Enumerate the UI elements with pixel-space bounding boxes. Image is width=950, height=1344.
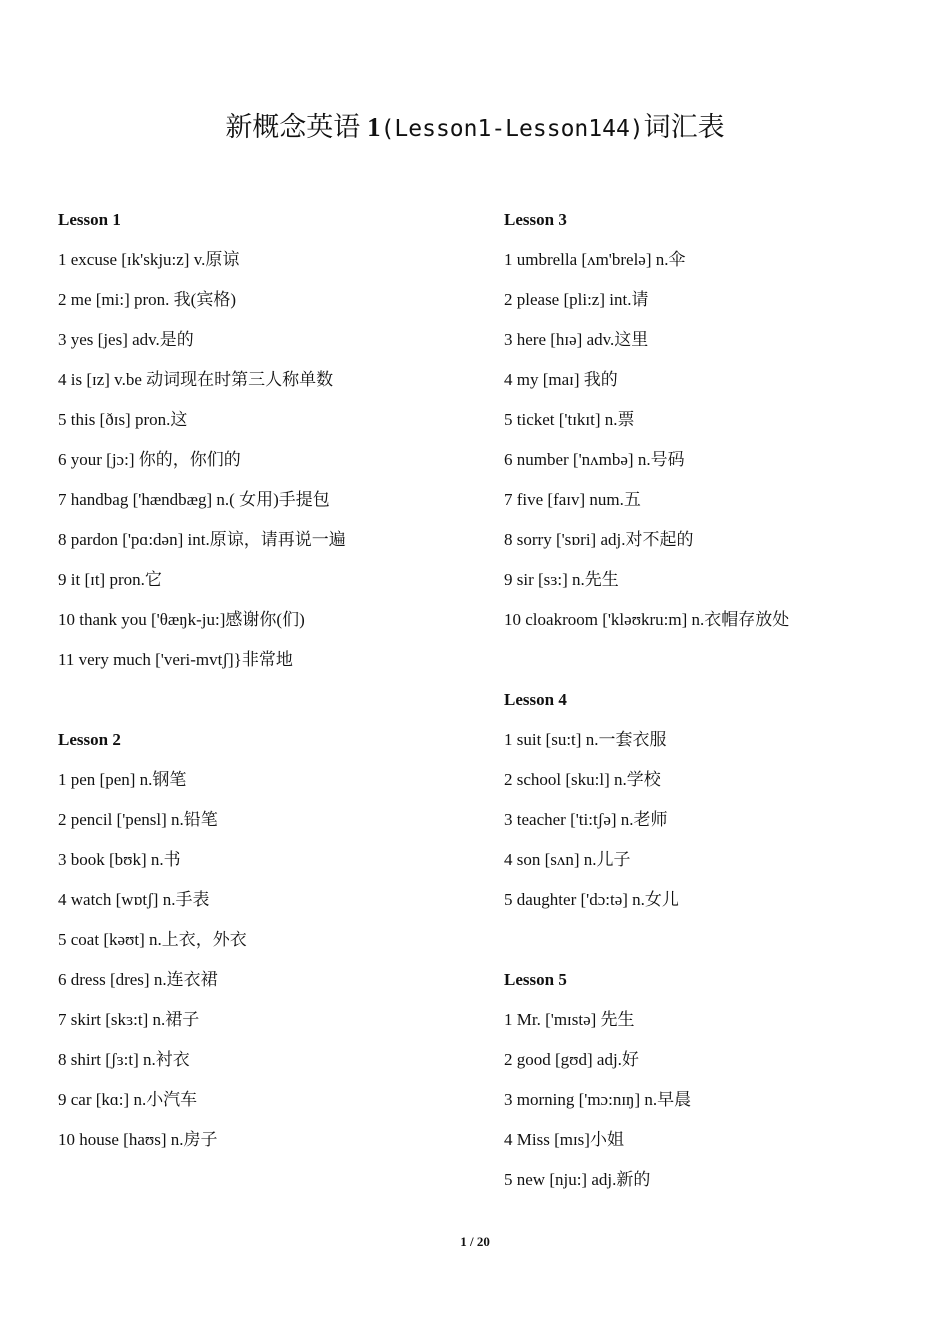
vocab-entry: 1 excuse [ɪk'skju:z] v.原谅 <box>58 250 240 269</box>
document-title <box>0 108 950 148</box>
vocab-entry: 3 yes [jes] adv.是的 <box>58 330 194 349</box>
vocab-entry: 3 book [bʊk] n.书 <box>58 850 181 869</box>
lesson-heading: Lesson 4 <box>504 690 567 709</box>
lesson-section <box>504 960 934 1200</box>
page-current: 1 <box>460 1234 467 1249</box>
vocab-entry: 10 thank you ['θæŋk-ju:]感谢你(们) <box>58 610 305 629</box>
vocab-entry: 3 morning ['mɔ:nɪŋ] n.早晨 <box>504 1090 692 1109</box>
lesson-heading: Lesson 1 <box>58 210 121 229</box>
page-number <box>0 1232 950 1252</box>
lesson-heading: Lesson 3 <box>504 210 567 229</box>
vocab-entry: 7 skirt [skɜ:t] n.裙子 <box>58 1010 200 1029</box>
vocab-entry: 6 your [jɔ:] 你的，你们的 <box>58 450 241 469</box>
vocab-entry: 1 pen [pen] n.钢笔 <box>58 770 187 789</box>
lesson-section <box>58 720 488 1160</box>
lesson-heading: Lesson 5 <box>504 970 567 989</box>
section-gap <box>504 640 934 680</box>
title-range: (Lesson1-Lesson144) <box>380 116 644 142</box>
vocab-entry: 4 watch [wɒtʃ] n.手表 <box>58 890 210 909</box>
vocab-entry: 2 me [mi:] pron. 我(宾格) <box>58 290 236 309</box>
vocab-entry: 8 pardon ['pɑ:dən] int.原谅，请再说一遍 <box>58 530 346 549</box>
vocab-entry: 1 Mr. ['mɪstə] 先生 <box>504 1010 635 1029</box>
vocab-entry: 2 pencil ['pensl] n.铅笔 <box>58 810 218 829</box>
vocab-entry: 6 dress [dres] n.连衣裙 <box>58 970 218 989</box>
section-gap <box>504 920 934 960</box>
lesson-section <box>504 680 934 920</box>
page-separator: / <box>469 1234 474 1249</box>
title-prefix: 新概念英语 <box>225 112 361 142</box>
right-column <box>504 200 934 1200</box>
vocab-entry: 9 car [kɑ:] n.小汽车 <box>58 1090 198 1109</box>
section-gap <box>58 680 488 720</box>
vocab-entry: 4 son [sʌn] n.儿子 <box>504 850 631 869</box>
page-total: 20 <box>476 1234 490 1249</box>
vocab-entry: 4 my [maɪ] 我的 <box>504 370 618 389</box>
vocab-entry: 8 sorry ['sɒri] adj.对不起的 <box>504 530 694 549</box>
vocab-entry: 5 daughter ['dɔ:tə] n.女儿 <box>504 890 679 909</box>
vocab-entry: 4 is [ɪz] v.be 动词现在时第三人称单数 <box>58 370 334 389</box>
vocab-entry: 10 house [haʊs] n.房子 <box>58 1130 218 1149</box>
vocab-entry: 7 handbag ['hændbæg] n.( 女用)手提包 <box>58 490 330 509</box>
vocab-entry: 7 five [faɪv] num.五 <box>504 490 641 509</box>
vocab-entry: 2 please [pli:z] int.请 <box>504 290 649 309</box>
vocab-entry: 6 number ['nʌmbə] n.号码 <box>504 450 685 469</box>
lesson-heading: Lesson 2 <box>58 730 121 749</box>
vocab-entry: 8 shirt [ʃɜ:t] n.衬衣 <box>58 1050 190 1069</box>
vocab-entry: 5 ticket ['tɪkɪt] n.票 <box>504 410 635 429</box>
lesson-section <box>58 200 488 680</box>
left-column <box>58 200 488 1160</box>
vocab-entry: 3 teacher ['ti:tʃə] n.老师 <box>504 810 668 829</box>
vocab-entry: 9 it [ɪt] pron.它 <box>58 570 162 589</box>
vocab-entry: 2 school [sku:l] n.学校 <box>504 770 661 789</box>
vocab-entry: 4 Miss [mɪs]小姐 <box>504 1130 624 1149</box>
vocab-entry: 5 coat [kəʊt] n.上衣，外衣 <box>58 930 247 949</box>
vocab-entry: 9 sir [sɜ:] n.先生 <box>504 570 619 589</box>
vocab-entry: 11 very much ['veri-mvtʃ]}非常地 <box>58 650 293 669</box>
vocab-entry: 3 here [hɪə] adv.这里 <box>504 330 649 349</box>
vocab-entry: 5 new [nju:] adj.新的 <box>504 1170 651 1189</box>
vocab-entry: 10 cloakroom ['kləʊkru:m] n.衣帽存放处 <box>504 610 790 629</box>
vocab-entry: 1 suit [su:t] n.一套衣服 <box>504 730 667 749</box>
title-number: 1 <box>367 112 381 142</box>
title-suffix: 词汇表 <box>643 112 725 142</box>
vocab-entry: 5 this [ðɪs] pron.这 <box>58 410 188 429</box>
vocab-entry: 2 good [gʊd] adj.好 <box>504 1050 639 1069</box>
vocab-entry: 1 umbrella [ʌm'brelə] n.伞 <box>504 250 686 269</box>
lesson-section <box>504 200 934 640</box>
